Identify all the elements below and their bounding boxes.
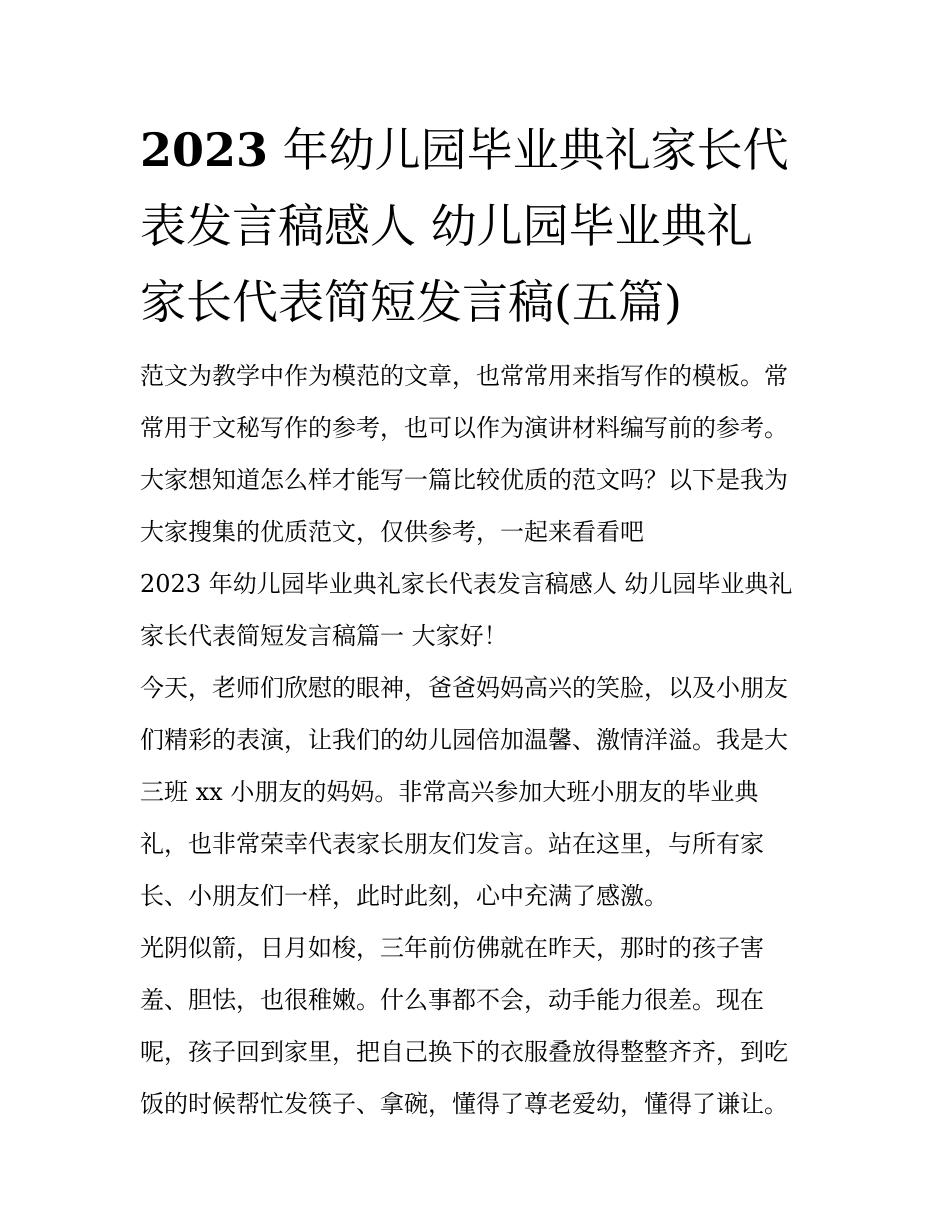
body-line: 礼，也非常荣幸代表家长朋友们发言。站在这里，与所有家 [140,830,764,858]
body-line: 饭的时候帮忙发筷子、拿碗，懂得了尊老爱幼，懂得了谦让。 [140,1090,788,1118]
body-line: 光阴似箭，日月如梭，三年前仿佛就在昨天，那时的孩子害 [140,934,764,962]
body-line: 呢，孩子回到家里，把自己换下的衣服叠放得整整齐齐，到吃 [140,1038,788,1066]
body-line: 2023 年幼儿园毕业典礼家长代表发言稿感人 幼儿园毕业典礼 [140,570,793,598]
title-year: 2023 [140,123,269,177]
body-line: 常用于文秘写作的参考，也可以作为演讲材料编写前的参考。 [140,414,788,442]
document-page [140,112,820,1130]
body-line: 大家搜集的优质范文，仅供参考，一起来看看吧 [140,518,644,546]
body-line: 羞、胆怯，也很稚嫩。什么事都不会，动手能力很差。现在 [140,986,764,1014]
body-line: 长、小朋友们一样，此时此刻，心中充满了感激。 [140,882,668,910]
body-line: 三班 xx 小朋友的妈妈。非常高兴参加大班小朋友的毕业典 [140,778,759,806]
body-line: 今天，老师们欣慰的眼神，爸爸妈妈高兴的笑脸，以及小朋友 [140,674,788,702]
document-body [140,350,820,1130]
title-line-3: 家长代表简短发言稿(五篇) [140,275,682,329]
body-line: 大家想知道怎么样才能写一篇比较优质的范文吗？以下是我为 [140,466,788,494]
document-title [140,112,820,340]
body-line: 范文为教学中作为模范的文章，也常常用来指写作的模板。常 [140,362,788,390]
title-line-1-text: 年幼儿园毕业典礼家长代 [282,123,789,177]
body-line: 们精彩的表演，让我们的幼儿园倍加温馨、激情洋溢。我是大 [140,726,788,754]
body-line: 家长代表简短发言稿篇一 大家好！ [140,622,508,650]
title-line-1 [140,112,820,188]
title-line-2: 表发言稿感人 幼儿园毕业典礼 [140,199,753,253]
